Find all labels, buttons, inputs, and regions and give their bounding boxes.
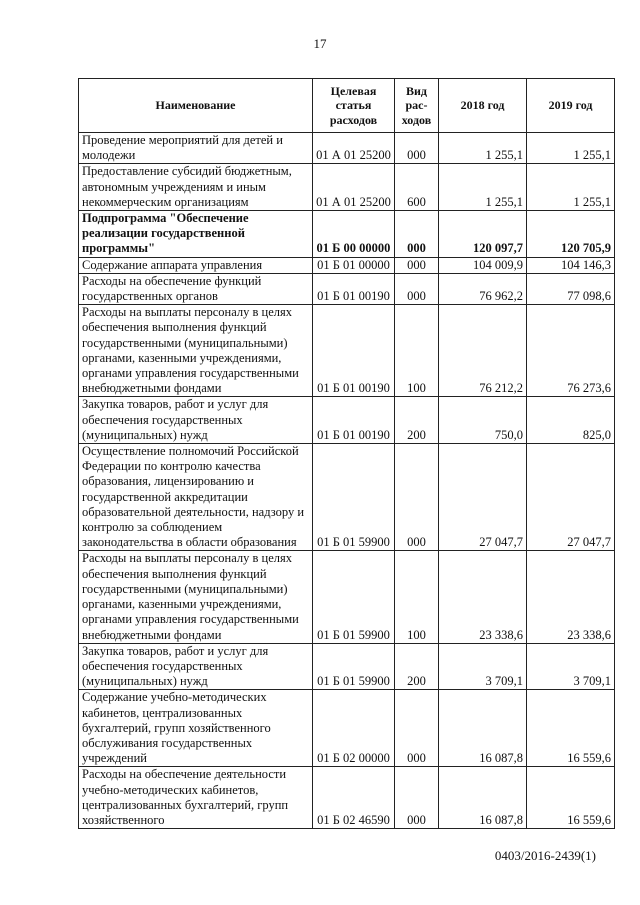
- row-expense-kind-cell: 000: [395, 211, 439, 258]
- row-2019-value-cell: 27 047,7: [527, 444, 615, 551]
- row-target-code-cell: 01 А 01 25200: [313, 133, 395, 164]
- row-target-code-cell: 01 Б 01 00190: [313, 273, 395, 304]
- row-2018-value-cell: 104 009,9: [439, 257, 527, 273]
- row-2018-value-cell: 1 255,1: [439, 133, 527, 164]
- row-name-cell: Расходы на выплаты персоналу в целях обеспечения выполнения функций государственными (муниципальными) органами, казенными учреждениями, органами управления государственными внебюджетными фондами: [79, 551, 313, 643]
- row-expense-kind-cell: 100: [395, 305, 439, 397]
- row-2019-value-cell: 16 559,6: [527, 690, 615, 767]
- row-target-code-cell: 01 Б 01 59900: [313, 444, 395, 551]
- row-target-code-cell: 01 Б 02 46590: [313, 767, 395, 829]
- table-header-row: [79, 79, 615, 133]
- row-name-cell: Содержание аппарата управления: [79, 257, 313, 273]
- row-expense-kind-cell: 000: [395, 690, 439, 767]
- row-2019-value-cell: 104 146,3: [527, 257, 615, 273]
- row-2019-value-cell: 120 705,9: [527, 211, 615, 258]
- row-name-cell: Расходы на обеспечение функций государственных органов: [79, 273, 313, 304]
- row-expense-kind-cell: 000: [395, 257, 439, 273]
- header-target-code: Целевая статья расходов: [313, 79, 395, 133]
- row-2018-value-cell: 120 097,7: [439, 211, 527, 258]
- page-number: 17: [313, 36, 327, 51]
- row-expense-kind-cell: 000: [395, 444, 439, 551]
- row-name-cell: Подпрограмма "Обеспечение реализации государственной программы": [79, 211, 313, 258]
- row-2018-value-cell: 750,0: [439, 397, 527, 444]
- row-2018-value-cell: 23 338,6: [439, 551, 527, 643]
- row-expense-kind-cell: 200: [395, 643, 439, 690]
- header-expense-kind: Вид рас-ходов: [395, 79, 439, 133]
- table-row: [79, 164, 615, 211]
- row-2019-value-cell: 1 255,1: [527, 133, 615, 164]
- row-2019-value-cell: 76 273,6: [527, 305, 615, 397]
- table-row: [79, 690, 615, 767]
- row-target-code-cell: 01 Б 02 00000: [313, 690, 395, 767]
- row-2018-value-cell: 16 087,8: [439, 690, 527, 767]
- row-2019-value-cell: 1 255,1: [527, 164, 615, 211]
- row-expense-kind-cell: 000: [395, 767, 439, 829]
- row-2019-value-cell: 77 098,6: [527, 273, 615, 304]
- row-name-cell: Расходы на выплаты персоналу в целях обеспечения выполнения функций государственными (муниципальными) органами, казенными учреждениями, органами управления государственными внебюджетными фондами: [79, 305, 313, 397]
- table-row: [79, 551, 615, 643]
- row-2018-value-cell: 76 212,2: [439, 305, 527, 397]
- table-row: [79, 444, 615, 551]
- row-name-cell: Закупка товаров, работ и услуг для обеспечения государственных (муниципальных) нужд: [79, 643, 313, 690]
- row-name-cell: Предоставление субсидий бюджетным, автономным учреждениям и иным некоммерческим организациям: [79, 164, 313, 211]
- row-expense-kind-cell: 000: [395, 273, 439, 304]
- table-row: [79, 273, 615, 304]
- row-2018-value-cell: 76 962,2: [439, 273, 527, 304]
- table-row: [79, 767, 615, 829]
- row-name-cell: Расходы на обеспечение деятельности учебно-методических кабинетов, централизованных бухгалтерий, групп хозяйственного: [79, 767, 313, 829]
- row-target-code-cell: 01 Б 00 00000: [313, 211, 395, 258]
- row-target-code-cell: 01 Б 01 59900: [313, 643, 395, 690]
- table-row: [79, 211, 615, 258]
- header-2018: 2018 год: [439, 79, 527, 133]
- row-target-code-cell: 01 Б 01 00190: [313, 305, 395, 397]
- row-target-code-cell: 01 Б 01 00190: [313, 397, 395, 444]
- row-target-code-cell: 01 А 01 25200: [313, 164, 395, 211]
- row-name-cell: Содержание учебно-методических кабинетов, централизованных бухгалтерий, групп хозяйственного обслуживания государственных учреждений: [79, 690, 313, 767]
- row-2019-value-cell: 16 559,6: [527, 767, 615, 829]
- budget-table: [78, 78, 615, 829]
- table-row: [79, 643, 615, 690]
- row-2019-value-cell: 825,0: [527, 397, 615, 444]
- row-name-cell: Осуществление полномочий Российской Федерации по контролю качества образования, лицензированию и государственной аккредитации образовательной деятельности, надзору и контролю за соблюдением законодательства в области образования: [79, 444, 313, 551]
- header-name: Наименование: [79, 79, 313, 133]
- row-2018-value-cell: 16 087,8: [439, 767, 527, 829]
- row-target-code-cell: 01 Б 01 00000: [313, 257, 395, 273]
- header-2019: 2019 год: [527, 79, 615, 133]
- row-2019-value-cell: 3 709,1: [527, 643, 615, 690]
- row-2018-value-cell: 27 047,7: [439, 444, 527, 551]
- table-row: [79, 397, 615, 444]
- row-2018-value-cell: 1 255,1: [439, 164, 527, 211]
- row-expense-kind-cell: 600: [395, 164, 439, 211]
- table-row: [79, 133, 615, 164]
- row-2019-value-cell: 23 338,6: [527, 551, 615, 643]
- table-row: [79, 305, 615, 397]
- row-expense-kind-cell: 000: [395, 133, 439, 164]
- table-row: [79, 257, 615, 273]
- row-target-code-cell: 01 Б 01 59900: [313, 551, 395, 643]
- row-name-cell: Закупка товаров, работ и услуг для обеспечения государственных (муниципальных) нужд: [79, 397, 313, 444]
- row-2018-value-cell: 3 709,1: [439, 643, 527, 690]
- document-code: 0403/2016-2439(1): [494, 848, 596, 863]
- row-name-cell: Проведение мероприятий для детей и молодежи: [79, 133, 313, 164]
- row-expense-kind-cell: 200: [395, 397, 439, 444]
- row-expense-kind-cell: 100: [395, 551, 439, 643]
